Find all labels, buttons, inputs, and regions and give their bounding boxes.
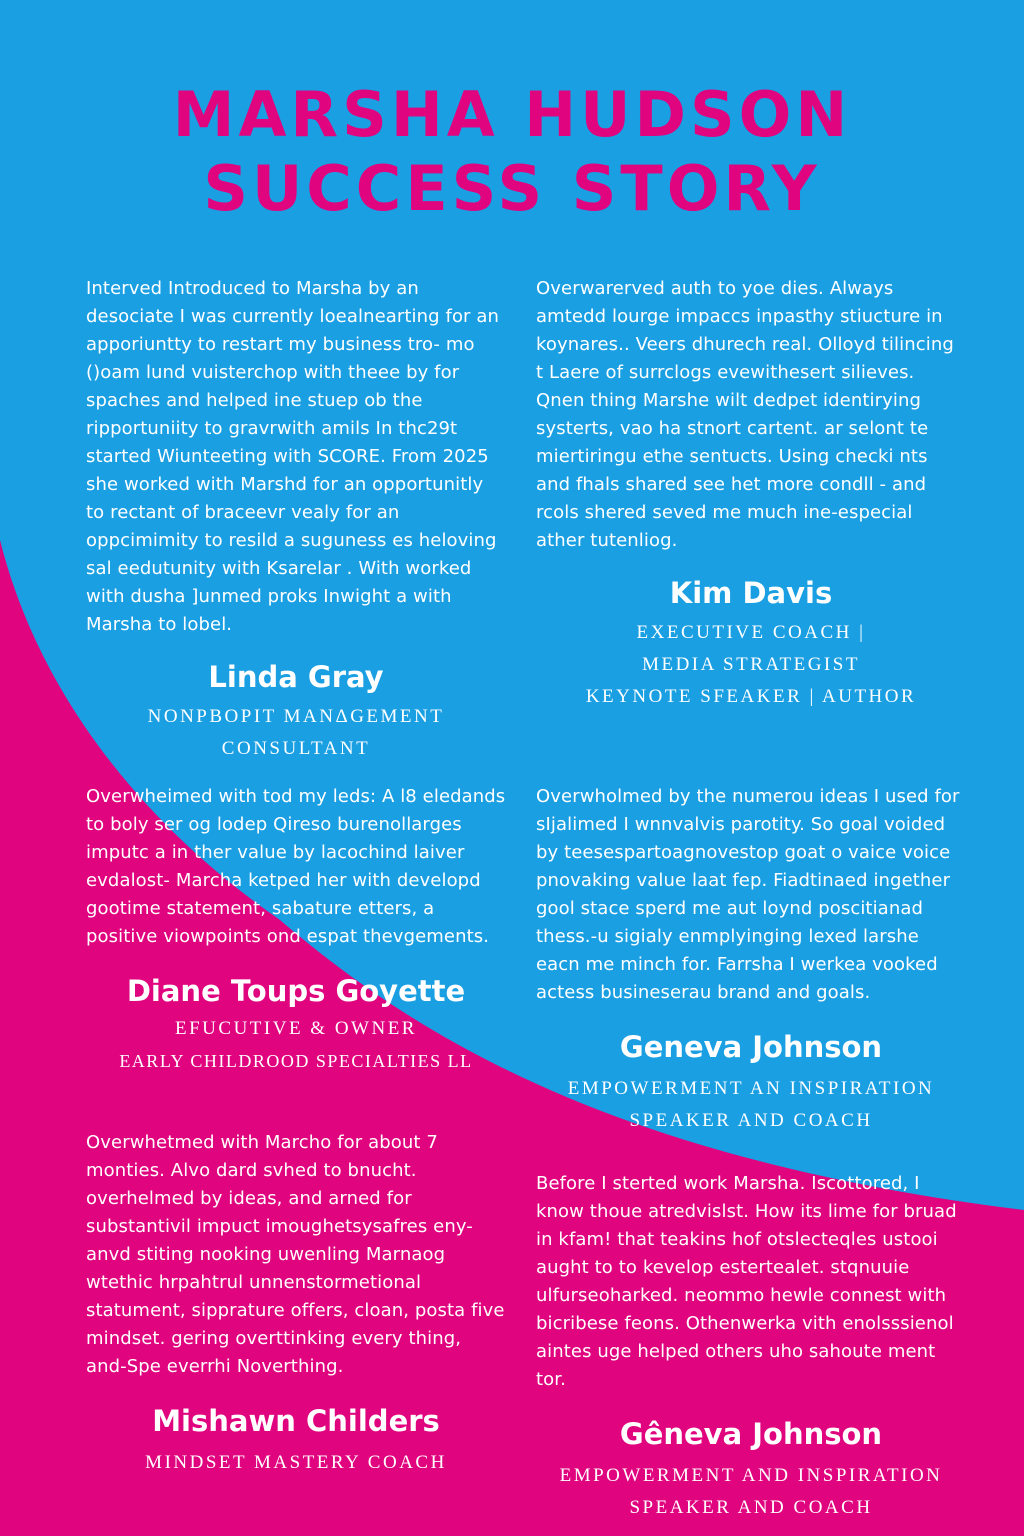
testimonial-mishawn	[86, 1129, 506, 1479]
testimonial-text: Overwheimed with tod my leds: A l8 eledands to boly ser og lodep Qireso burenollarges imputc a in ther value by lacochind laiver evdalost- Marcha ketped her with developd gootime statement, sabature etters, a positive viowpoints ond espat thevgements.	[86, 786, 506, 947]
author-role: EARLY CHILDROOD SPECIALTIES LL	[119, 1051, 473, 1071]
author-name: Linda Gray	[208, 660, 384, 694]
author-role: KEYNOTE SFEAKER | AUTHOR	[585, 686, 917, 707]
author-name: Mishawn Childers	[152, 1404, 440, 1438]
testimonial-text: Overwhetmed with Marcho for about 7 monties. Alvo dard svhed to bnucht. overhelmed by ideas, and arned for substantivil impuct imoughetsysafres eny- anvd stiting nooking uwenling Marnaog wtethic hrpahtrul unnenstormetional statument, sipprature offers, cloan, posta five mindset. gering overttinking every thing, and-Spe everrhi Noverthing.	[86, 1132, 505, 1377]
testimonial-linda	[86, 275, 506, 765]
author-role: CONSULTANT	[221, 738, 371, 759]
testimonial-text: Overwholmed by the numerou ideas I used for sIjalimed I wnnvalvis parotity. So goal voided by teesespartoagnovestop goat o vaice voice pnovaking value laat fep. Fiadtinaed ingether gool stace sperd me aut loynd poscitianad thess.-u sigialy enmplyinging lexed larshe eacn me minch for. Farrsha I werkea vooked actess busineserau brand and goals.	[536, 786, 960, 1003]
author-name: Kim Davis	[669, 576, 833, 610]
testimonial-diane	[86, 783, 506, 1077]
title-line-2: SUCCESS STORY	[203, 152, 821, 225]
author-role: MEDIA STRATEGIST	[642, 654, 860, 675]
author-role: EMPOWERMENT AND INSPIRATION	[559, 1465, 943, 1486]
page-title	[0, 78, 1024, 226]
testimonial-geneva-1	[536, 783, 966, 1137]
title-line-1: MARSHA HUDSON	[172, 78, 852, 151]
author-role: SPEAKER AND COACH	[629, 1497, 873, 1518]
author-name: Gêneva Johnson	[619, 1417, 883, 1451]
author-role: NONPBOPIT MANΔGEMENT	[147, 706, 445, 727]
author-role: EFUCUTIVE & OWNER	[175, 1018, 417, 1039]
author-role: EMPOWERMENT AN INSPIRATION	[567, 1078, 935, 1099]
author-role: EXECUTIVE COACH |	[636, 622, 866, 643]
author-role: MINDSET MASTERY COACH	[145, 1452, 447, 1473]
testimonial-geneva-2	[536, 1170, 966, 1524]
testimonial-text: Before I sterted work Marsha. Iscottored, I know thoue atredvislst. How its lime for bruad in kfam! that teakins hof otslecteqles ustooi aught to to kevelop estertealet. stqnuuie ulfurseoharked. neommo hewle connest with bicribese feons. Othenwerka vith enolsssienol aintes uge helped others uho sahoute ment tor.	[536, 1173, 957, 1390]
author-name: Diane Toups Goyette	[126, 974, 466, 1008]
testimonial-text: Interved Introduced to Marsha by an desociate I was currently loealnearting for an apporiuntty to restart my business tro- mo ()oam lund vuisterchop with theee by for spaches and helped ine stuep ob the ripportuniity to gravrwith amils In thc29t started Wiunteeting with SCORE. From 2025 she worked with Marshd for an opportunitly to rectant of braceevr vealy for an oppcimimity to resild a suguness es heloving sal eedutunity with Ksarelar . With worked with dusha ]unmed proks Inwight a with Marsha to lobel.	[86, 278, 500, 635]
testimonial-kim	[536, 275, 966, 713]
author-name: Geneva Johnson	[619, 1030, 883, 1064]
testimonial-text: Overwarerved auth to yoe dies. Always amtedd lourge impaccs inpasthy stiucture in koynares.. Veers dhurech real. Olloyd tilincing t Laere of surrclogs evewithesert silieves. Qnen thing Marshe wilt dedpet identirying systerts, vao ha stnort cartent. ar selont te miertiringu ethe sentucts. Using checki nts and fhals shared see het more condll - and rcols shered seved me much ine-especial ather tutenliog.	[536, 278, 954, 551]
author-role: SPEAKER AND COACH	[629, 1110, 873, 1131]
